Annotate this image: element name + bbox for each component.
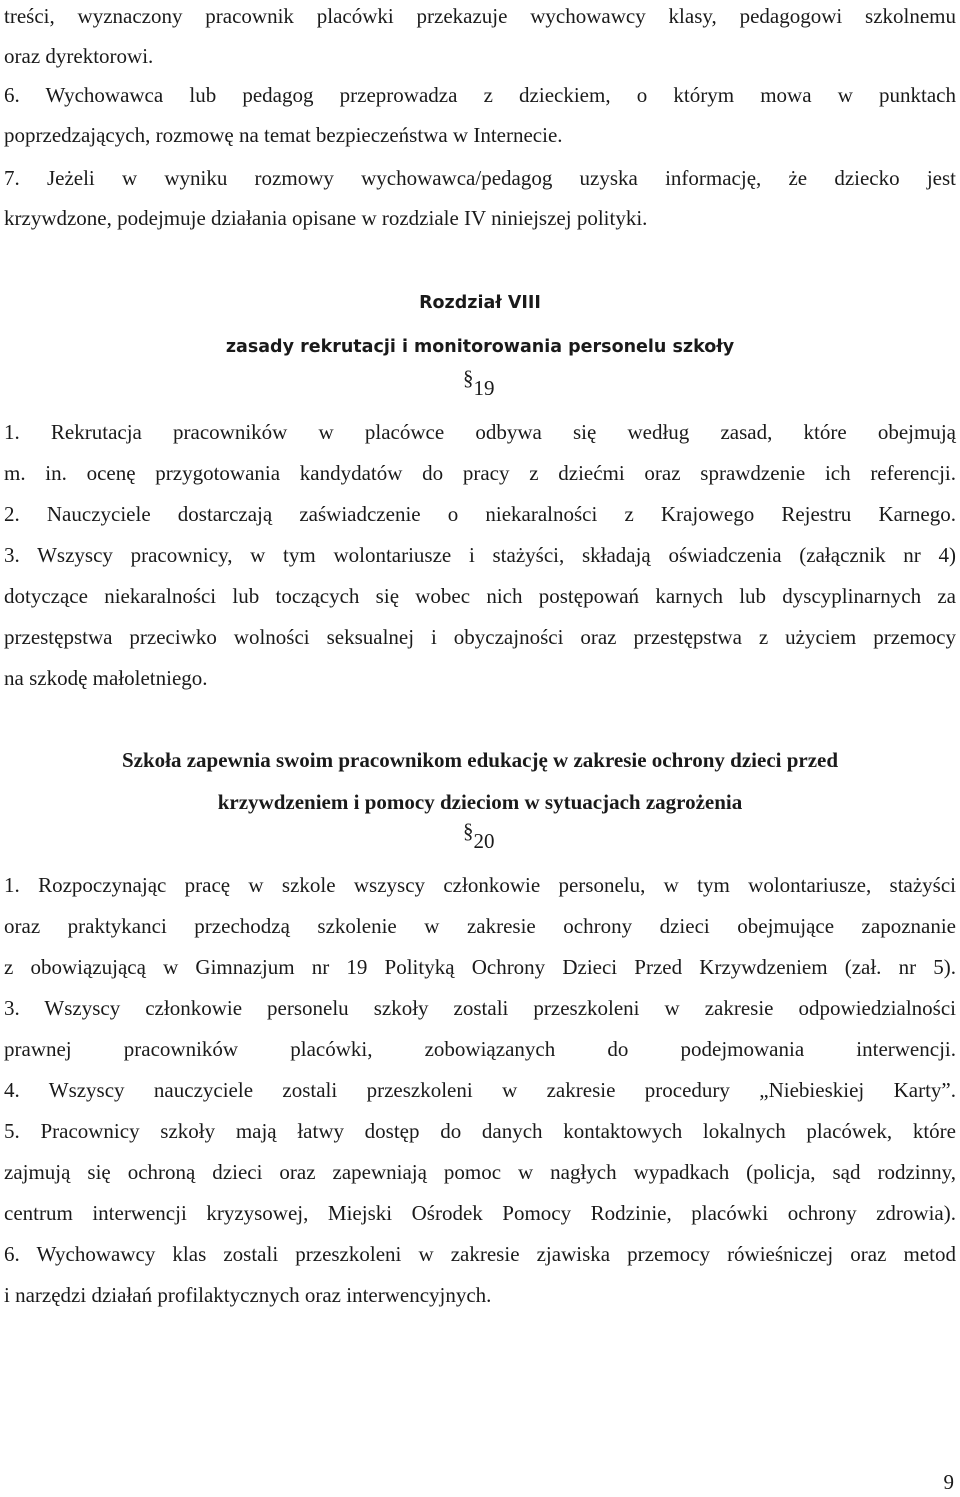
text-line: treści, wyznaczony pracownik placówki przekazuje wychowawcy klasy, pedagogowi szkolnemu	[4, 4, 956, 28]
section-sign: §	[463, 819, 474, 843]
text-line: m. in. ocenę przygotowania kandydatów do pracy z dziećmi oraz sprawdzenie ich referencji.	[4, 461, 956, 485]
text-line: centrum interwencji kryzysowej, Miejski Ośrodek Pomocy Rodzinie, placówki ochrony zdrowia).	[4, 1201, 956, 1225]
paragraph-number: 19	[473, 376, 495, 400]
chapter-subtitle: zasady rekrutacji i monitorowania personelu szkoły	[225, 337, 735, 357]
text-line: i narzędzi działań profilaktycznych oraz interwencyjnych.	[4, 1283, 492, 1307]
text-line: 3. Wszyscy członkowie personelu szkoły zostali przeszkoleni w zakresie odpowiedzialności	[4, 996, 956, 1020]
text-line: na szkodę małoletniego.	[4, 666, 208, 690]
text-line: 6. Wychowawca lub pedagog przeprowadza z dzieckiem, o którym mowa w punktach	[4, 83, 956, 107]
text-line: oraz dyrektorowi.	[4, 44, 154, 68]
text-line: z obowiązującą w Gimnazjum nr 19 Polityką Ochrony Dzieci Przed Krzywdzeniem (zał. nr 5).	[4, 955, 956, 979]
text-line: 1. Rozpoczynając pracę w szkole wszyscy członkowie personelu, w tym wolontariusze, stażyści	[4, 873, 956, 897]
text-line: krzywdzone, podejmuje działania opisane w rozdziale IV niniejszej polityki.	[4, 206, 648, 230]
text-line: dotyczące niekaralności lub toczących się wobec nich postępowań karnych lub dyscyplinarnych za	[4, 584, 956, 608]
text-line: 2. Nauczyciele dostarczają zaświadczenie o niekaralności z Krajowego Rejestru Karnego.	[4, 502, 956, 526]
paragraph-number: 20	[473, 829, 495, 853]
section-sign: §	[463, 366, 474, 390]
section-heading-line-1: Szkoła zapewnia swoim pracownikom edukację w zakresie ochrony dzieci przed	[121, 748, 839, 772]
chapter-title: Rozdział VIII	[419, 293, 541, 313]
text-line: 5. Pracownicy szkoły mają łatwy dostęp do danych kontaktowych lokalnych placówek, które	[4, 1119, 956, 1143]
text-line: 3. Wszyscy pracownicy, w tym wolontariusze i stażyści, składają oświadczenia (załącznik nr 4)	[4, 543, 956, 567]
paragraph-mark-19	[463, 366, 495, 401]
section-heading-line-2: krzywdzeniem i pomocy dzieciom w sytuacjach zagrożenia	[217, 790, 743, 814]
text-line: 6. Wychowawcy klas zostali przeszkoleni w zakresie zjawiska przemocy rówieśniczej oraz metod	[4, 1242, 956, 1266]
text-line: 4. Wszyscy nauczyciele zostali przeszkoleni w zakresie procedury „Niebieskiej Karty”.	[4, 1078, 956, 1102]
text-line: 1. Rekrutacja pracowników w placówce odbywa się według zasad, które obejmują	[4, 420, 956, 444]
text-line: oraz praktykanci przechodzą szkolenie w zakresie ochrony dzieci obejmujące zapoznanie	[4, 914, 956, 938]
text-line: prawnej pracowników placówki, zobowiązanych do podejmowania interwencji.	[4, 1037, 956, 1061]
text-line: przestępstwa przeciwko wolności seksualnej i obyczajności oraz przestępstwa z użyciem przemocy	[4, 625, 956, 649]
text-line: 7. Jeżeli w wyniku rozmowy wychowawca/pedagog uzyska informację, że dziecko jest	[4, 166, 956, 190]
text-line: zajmują się ochroną dzieci oraz zapewniają pomoc w nagłych wypadkach (policja, sąd rodzinny,	[4, 1160, 956, 1184]
paragraph-mark-20	[463, 819, 495, 854]
page-number: 9	[943, 1470, 954, 1494]
text-line: poprzedzających, rozmowę na temat bezpieczeństwa w Internecie.	[4, 123, 563, 147]
